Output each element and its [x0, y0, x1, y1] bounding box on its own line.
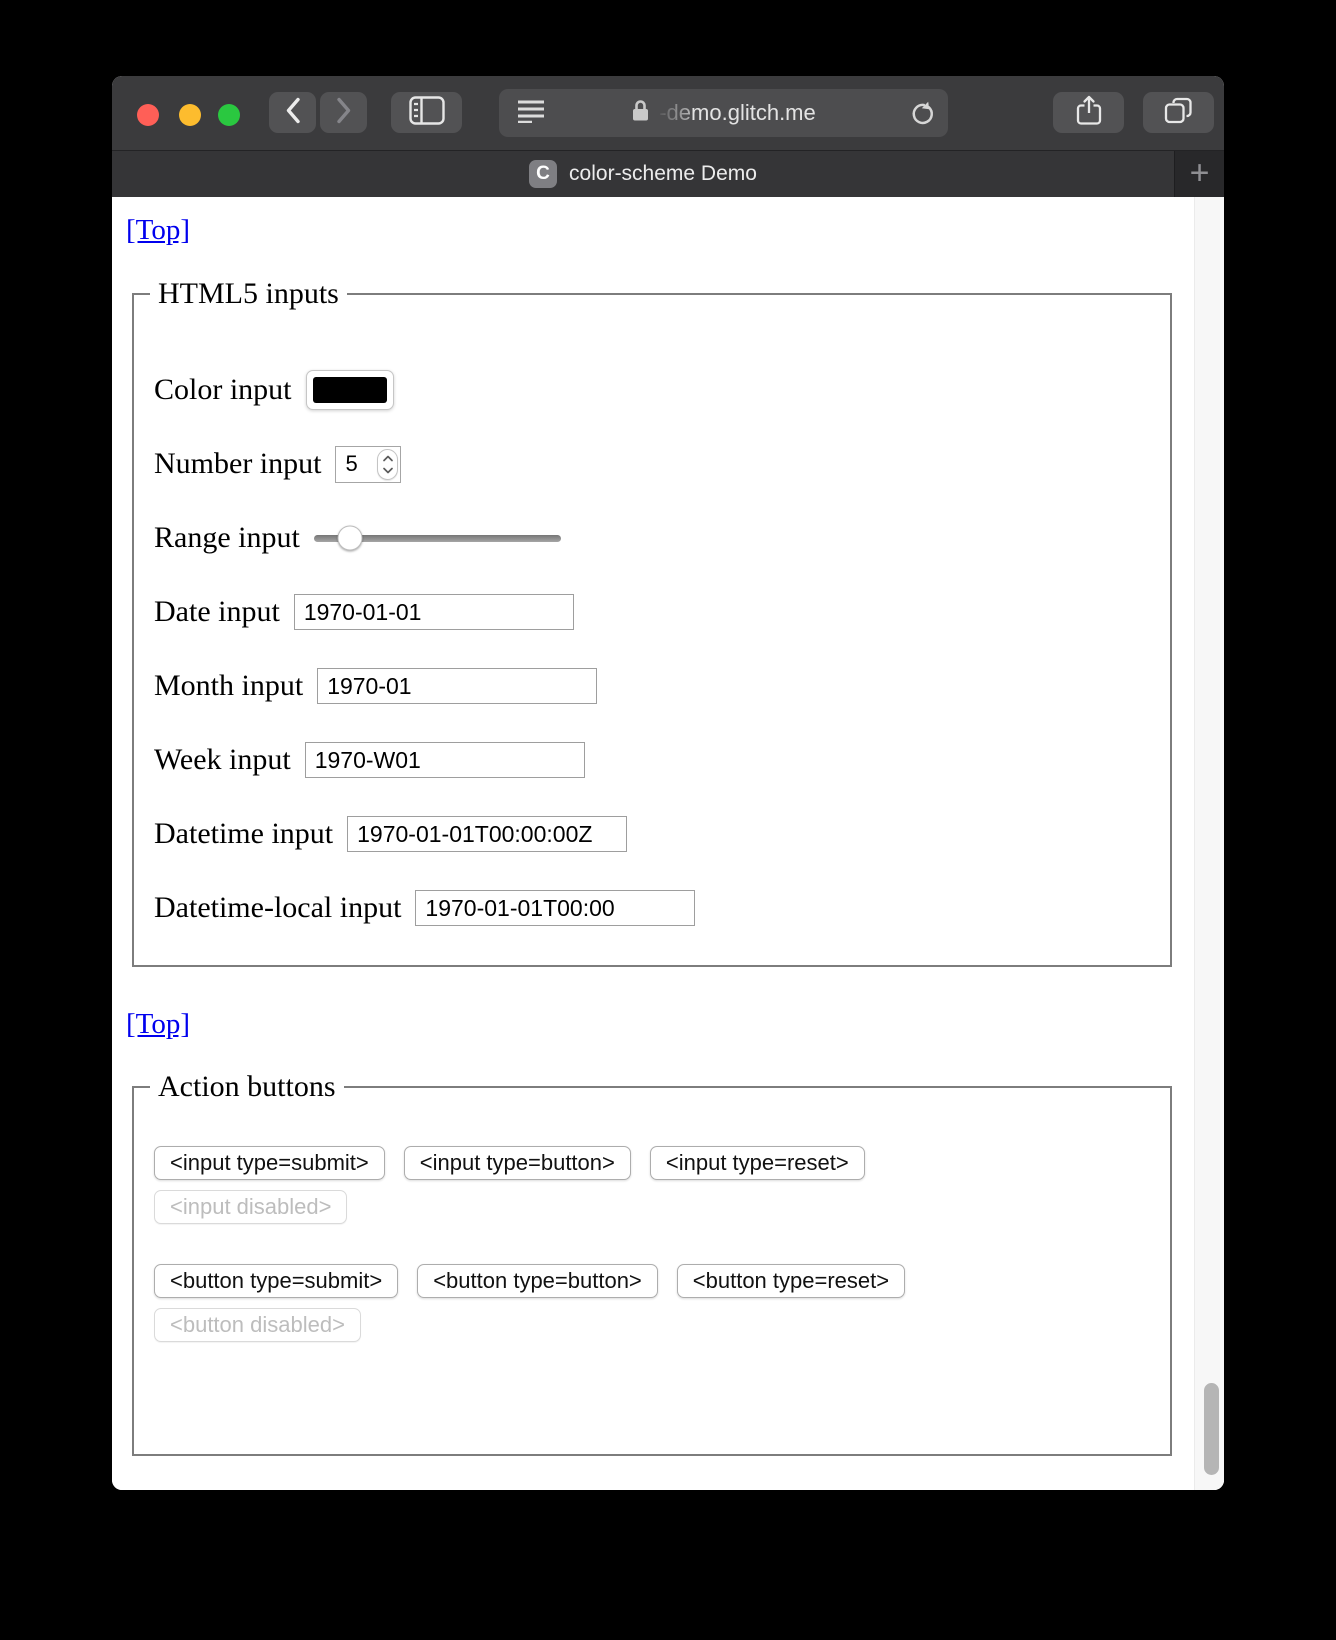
datetime-input-field[interactable] — [347, 816, 627, 852]
month-input-label: Month input — [154, 669, 304, 702]
range-input-label: Range input — [154, 521, 300, 554]
number-stepper[interactable] — [377, 449, 398, 480]
share-icon — [1076, 95, 1102, 131]
overlapping-squares-icon — [1164, 97, 1193, 129]
input-buttons-row — [154, 1146, 1152, 1180]
scrollbar-track[interactable] — [1194, 197, 1224, 1490]
fieldset-action-buttons — [132, 1070, 1172, 1456]
url-faded-prefix: -de — [659, 100, 692, 125]
datetime-local-input-label: Datetime-local input — [154, 891, 402, 924]
tab-bar — [112, 150, 1224, 197]
datetime-input-label: Datetime input — [154, 817, 334, 850]
number-input-label: Number input — [154, 447, 322, 480]
button-reset-button[interactable]: <button type=reset> — [677, 1264, 905, 1298]
range-slider-thumb[interactable] — [337, 526, 362, 551]
fieldset-legend: HTML5 inputs — [150, 275, 347, 313]
chevron-left-icon — [285, 97, 301, 129]
range-slider[interactable] — [314, 535, 561, 542]
safari-window — [112, 76, 1224, 1490]
week-input-value: 1970-W01 — [314, 746, 421, 773]
row-number-input — [154, 444, 1152, 484]
page-content — [112, 197, 1224, 1490]
scrollbar-thumb[interactable] — [1204, 1383, 1219, 1475]
reload-icon[interactable] — [908, 100, 935, 132]
button-submit-button[interactable]: <button type=submit> — [154, 1264, 398, 1298]
date-input-value: 1970-01-01 — [303, 598, 422, 625]
chevron-up-icon — [382, 455, 394, 462]
minimize-window-button[interactable] — [179, 104, 201, 126]
button-button-button[interactable]: <button type=button> — [417, 1264, 658, 1298]
url-display — [499, 89, 948, 137]
row-datetime-local-input — [154, 888, 1152, 928]
row-range-input — [154, 518, 1152, 558]
tab-title: color-scheme Demo — [569, 162, 757, 185]
sidebar-icon — [409, 96, 445, 130]
button-buttons-row — [154, 1264, 1152, 1298]
month-input-field[interactable] — [317, 668, 597, 704]
datetime-local-input-field[interactable] — [415, 890, 695, 926]
color-input-label: Color input — [154, 373, 292, 406]
tab-overview-button[interactable] — [1143, 92, 1214, 133]
close-window-button[interactable] — [137, 104, 159, 126]
url-text — [659, 100, 816, 126]
month-input-value: 1970-01 — [327, 672, 412, 699]
chevron-right-icon — [336, 97, 352, 129]
datetime-input-value: 1970-01-01T00:00:00Z — [357, 820, 593, 847]
button-disabled-row — [154, 1308, 1152, 1342]
input-submit-button[interactable]: <input type=submit> — [154, 1146, 385, 1180]
back-button[interactable] — [269, 92, 316, 133]
number-input-field[interactable] — [335, 446, 401, 483]
chevron-down-icon — [382, 467, 394, 474]
lock-icon — [631, 99, 650, 128]
top-link-2[interactable]: [Top] — [126, 1008, 191, 1040]
reader-icon[interactable] — [517, 99, 545, 128]
number-input-value: 5 — [345, 451, 358, 476]
plus-icon: + — [1189, 153, 1210, 192]
row-datetime-input — [154, 814, 1152, 854]
tab-favicon: C — [529, 160, 557, 188]
address-bar[interactable] — [499, 89, 948, 137]
date-input-field[interactable] — [294, 594, 574, 630]
new-tab-button[interactable] — [1175, 151, 1224, 197]
fieldset-legend: Action buttons — [150, 1068, 344, 1106]
browser-toolbar — [112, 76, 1224, 150]
button-disabled-button: <button disabled> — [154, 1308, 361, 1342]
forward-button[interactable] — [320, 92, 367, 133]
row-month-input — [154, 666, 1152, 706]
week-input-field[interactable] — [305, 742, 585, 778]
datetime-local-input-value: 1970-01-01T00:00 — [425, 894, 615, 921]
row-date-input — [154, 592, 1152, 632]
input-button-button[interactable]: <input type=button> — [404, 1146, 631, 1180]
color-swatch-value — [313, 377, 387, 403]
top-link-1[interactable]: [Top] — [126, 214, 191, 246]
sidebar-toggle-button[interactable] — [391, 92, 462, 133]
row-week-input — [154, 740, 1152, 780]
row-color-input — [154, 370, 1152, 410]
week-input-label: Week input — [154, 743, 291, 776]
fieldset-html5-inputs — [132, 277, 1172, 967]
url-domain: mo.glitch.me — [691, 100, 816, 125]
input-disabled-row — [154, 1190, 1152, 1224]
input-disabled-button: <input disabled> — [154, 1190, 347, 1224]
tab-color-scheme-demo[interactable] — [112, 151, 1175, 197]
input-reset-button[interactable]: <input type=reset> — [650, 1146, 865, 1180]
color-input-swatch[interactable] — [306, 370, 394, 410]
zoom-window-button[interactable] — [218, 104, 240, 126]
share-button[interactable] — [1053, 92, 1124, 133]
date-input-label: Date input — [154, 595, 280, 628]
